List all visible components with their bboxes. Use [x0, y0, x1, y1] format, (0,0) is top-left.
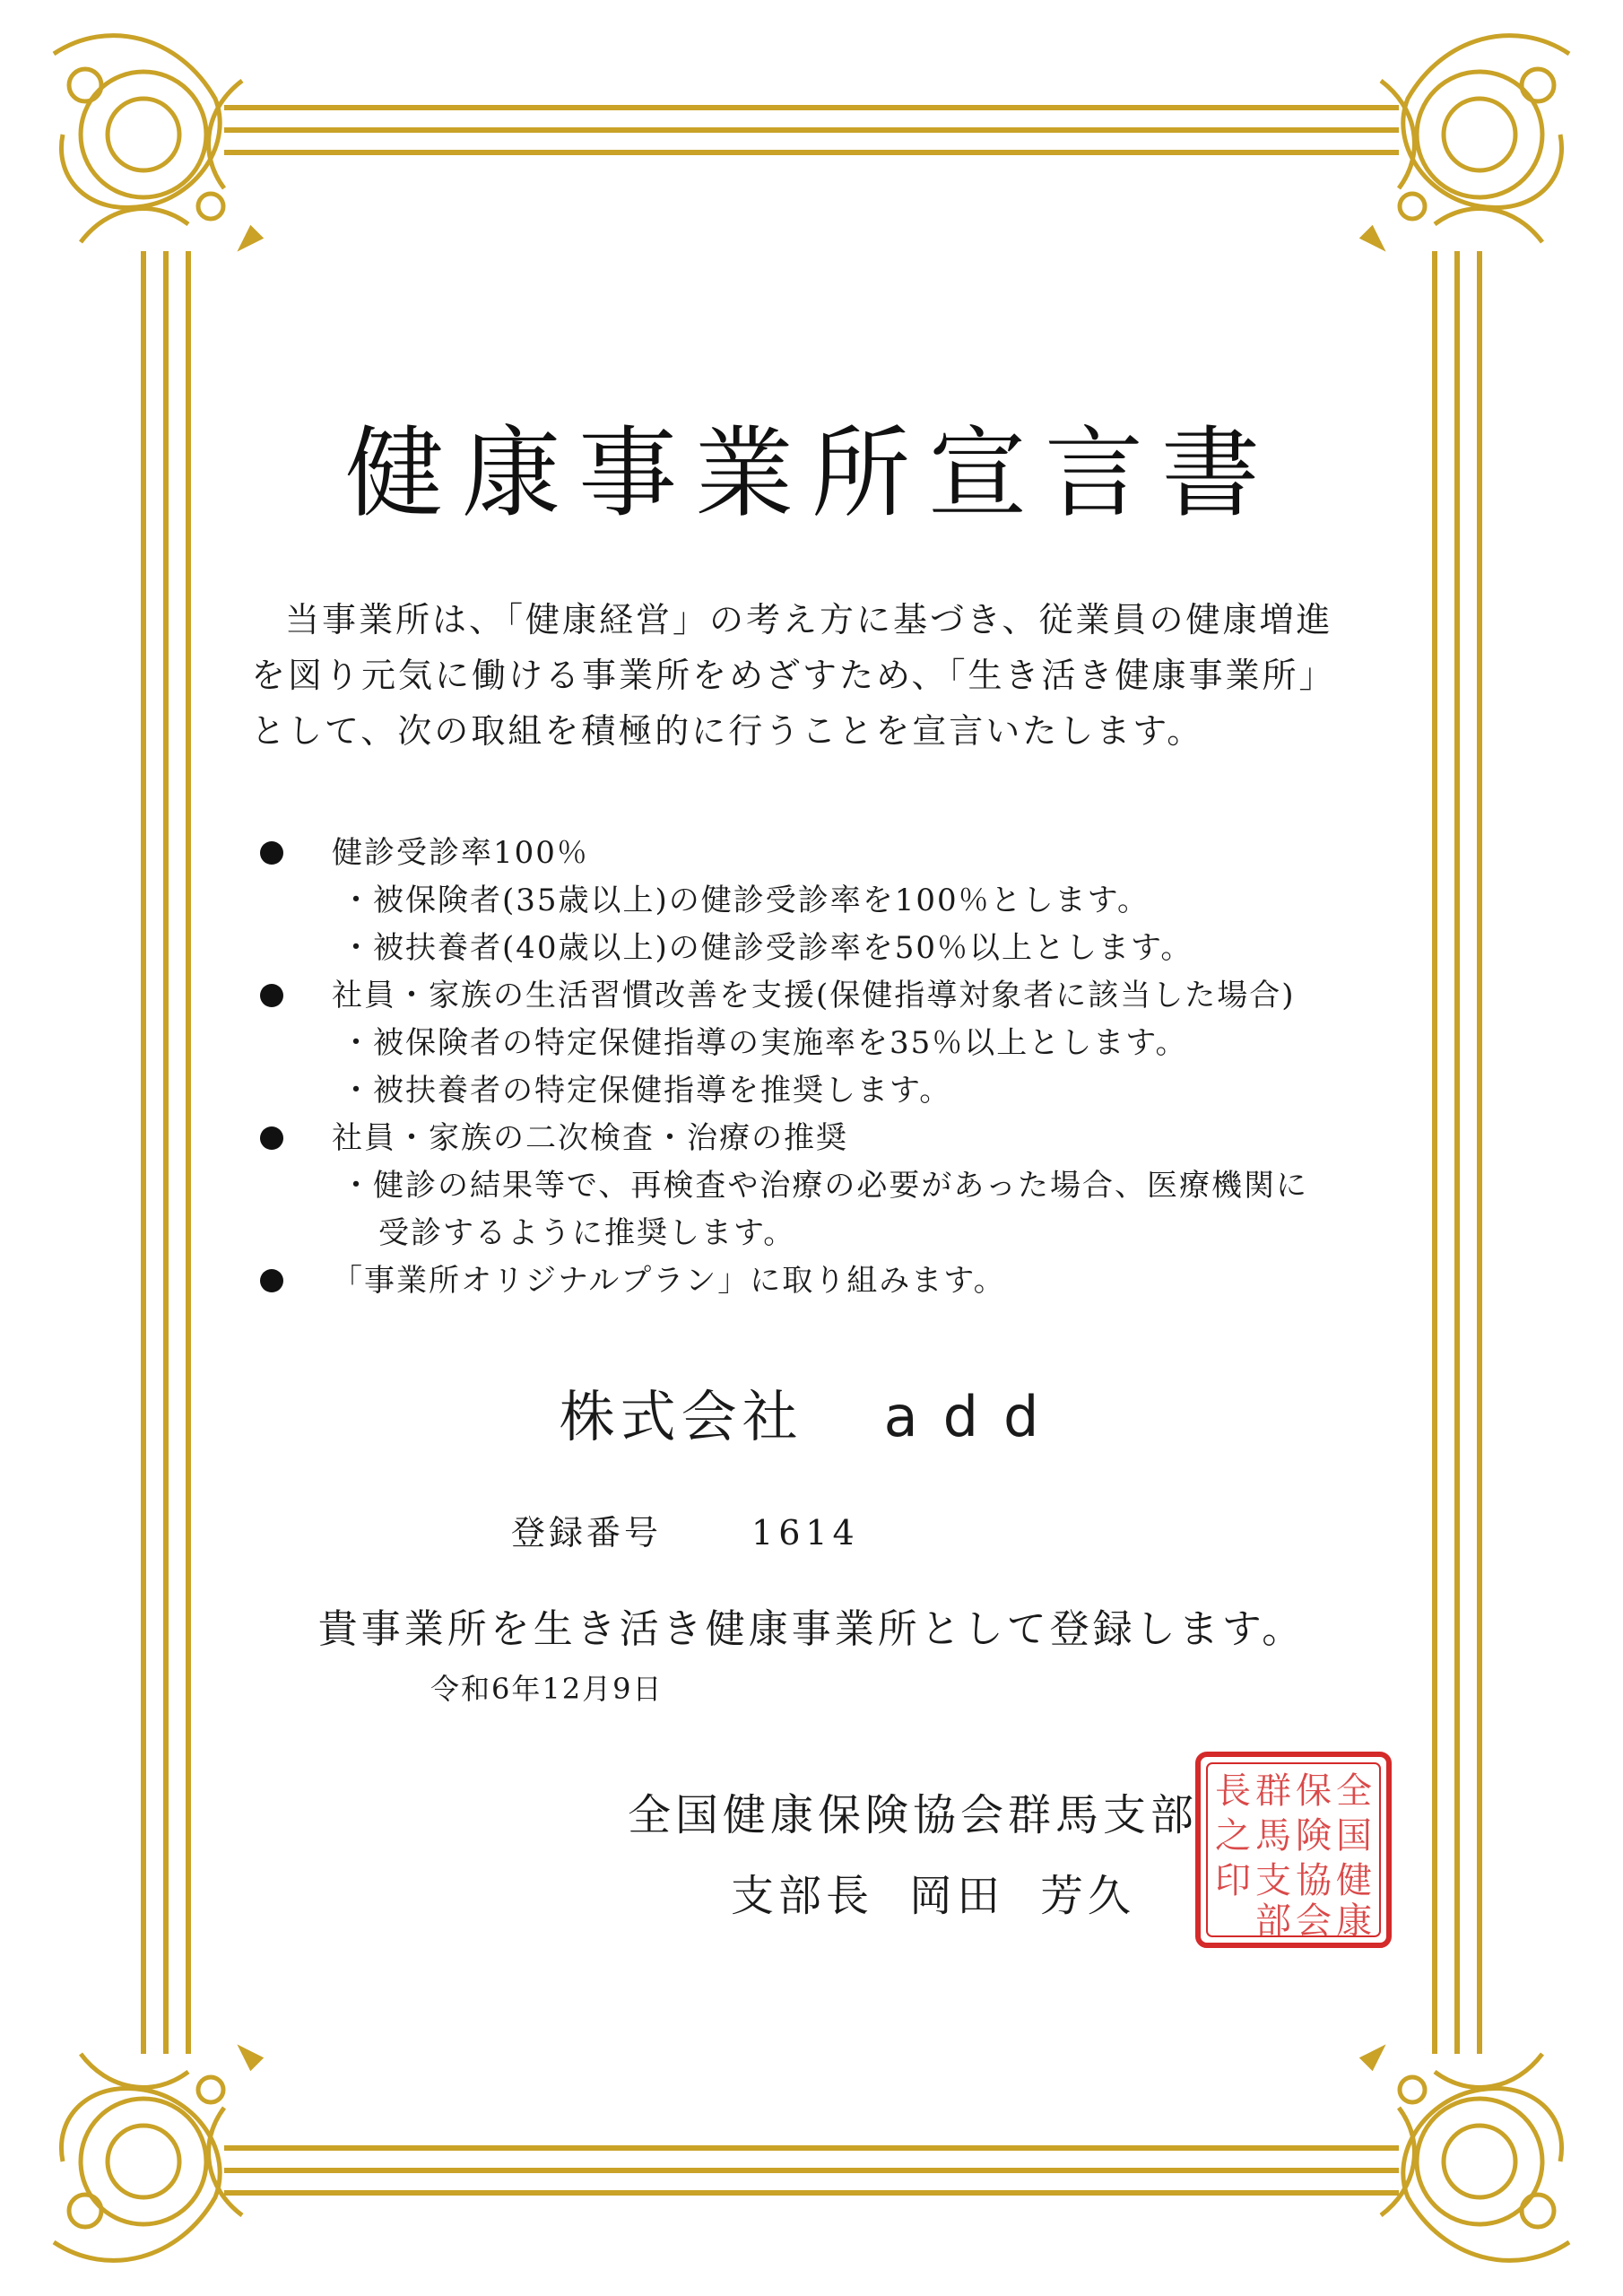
corner-ornament-top-left	[54, 36, 260, 247]
commitment-item	[251, 1115, 1417, 1257]
corner-ornament-bottom-right	[1363, 2049, 1569, 2260]
commitment-detail: ・被保険者(35歳以上)の健診受診率を100％とします。	[341, 883, 1150, 918]
commitment-detail: ・被扶養者の特定保健指導を推奨します。	[341, 1073, 952, 1109]
svg-text:保: 保	[1296, 1770, 1332, 1812]
bullet-dot-icon	[260, 984, 283, 1007]
svg-text:長: 長	[1215, 1770, 1251, 1812]
corner-ornament-top-right	[1363, 36, 1569, 247]
svg-text:馬: 馬	[1255, 1815, 1291, 1857]
issuer-chief	[731, 1861, 1135, 1923]
official-seal-stamp	[1193, 1749, 1394, 1951]
chief-title: 支部長	[731, 1871, 874, 1921]
svg-text:国: 国	[1336, 1815, 1372, 1857]
registration-number-row	[511, 1505, 860, 1554]
commitment-detail: ・被扶養者(40歳以上)の健診受診率を50％以上とします。	[341, 930, 1193, 966]
svg-text:健: 健	[1336, 1860, 1372, 1901]
registration-number: 1614	[751, 1513, 860, 1552]
svg-text:険: 険	[1296, 1815, 1332, 1857]
commitment-detail: ・健診の結果等で、再検査や治療の必要があった場合、医療機関に	[341, 1168, 1308, 1204]
issue-date: 令和6年12月9日	[430, 1672, 664, 1706]
intro-paragraph	[251, 592, 1408, 759]
company-name	[0, 1372, 1623, 1452]
svg-text:群: 群	[1255, 1770, 1291, 1812]
commitment-detail: ・被保険者の特定保健指導の実施率を35％以上とします。	[341, 1025, 1188, 1061]
commitment-heading: 社員・家族の生活習慣改善を支援(保健指導対象者に該当した場合)	[332, 978, 1296, 1013]
chief-given-name: 芳久	[1040, 1871, 1136, 1921]
registration-label: 登録番号	[511, 1513, 663, 1552]
commitment-list	[251, 830, 1417, 1305]
chief-surname: 岡田	[909, 1871, 1005, 1921]
company-name-jp: 株式会社	[559, 1384, 803, 1449]
svg-text:康: 康	[1336, 1900, 1372, 1942]
svg-text:支: 支	[1255, 1860, 1291, 1901]
svg-text:部: 部	[1255, 1900, 1291, 1942]
intro-line: を図り元気に働ける事業所をめざすため、「生き活き健康事業所」	[251, 656, 1336, 695]
intro-line: として、次の取組を積極的に行うことを宣言いたします。	[251, 711, 1204, 751]
commitment-item	[251, 1257, 1417, 1305]
corner-ornament-bottom-left	[54, 2049, 260, 2260]
commitment-item	[251, 972, 1417, 1115]
bullet-dot-icon	[260, 1126, 283, 1150]
intro-line: 当事業所は、「健康経営」の考え方に基づき、従業員の健康増進	[285, 600, 1333, 639]
commitment-item	[251, 830, 1417, 972]
issuer-organization: 全国健康保険協会群馬支部	[628, 1790, 1199, 1840]
company-name-latin: add	[883, 1384, 1064, 1449]
commitment-heading: 「事業所オリジナルプラン」に取り組みます。	[332, 1263, 1006, 1299]
commitment-heading: 社員・家族の二次検査・治療の推奨	[332, 1120, 848, 1156]
commitment-heading: 健診受診率100％	[332, 835, 589, 871]
bullet-dot-icon	[260, 1269, 283, 1292]
certificate-title: 健康事業所宣言書	[345, 416, 1278, 531]
svg-text:之: 之	[1215, 1815, 1251, 1857]
registration-statement: 貴事業所を生き活き健康事業所として登録します。	[317, 1606, 1306, 1652]
bullet-dot-icon	[260, 841, 283, 865]
svg-text:全: 全	[1336, 1770, 1372, 1812]
svg-text:協: 協	[1296, 1860, 1332, 1901]
svg-text:印: 印	[1215, 1860, 1251, 1901]
commitment-detail: 受診するように推奨します。	[378, 1215, 796, 1251]
svg-text:会: 会	[1296, 1900, 1332, 1942]
